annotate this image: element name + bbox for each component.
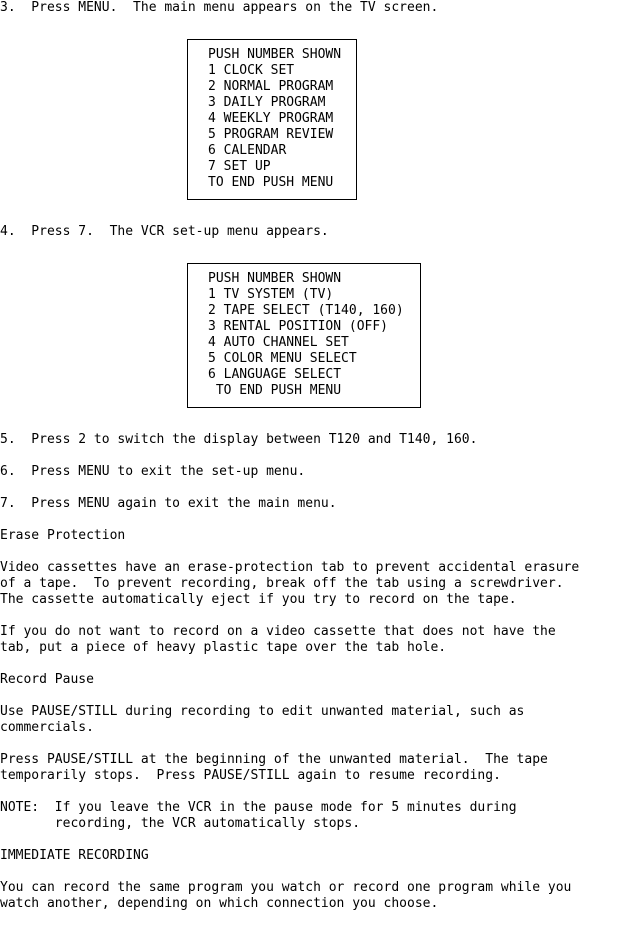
step-7: 7. Press MENU again to exit the main menu. <box>0 496 337 511</box>
setup-menu-line: 3 RENTAL POSITION (OFF) <box>208 319 389 334</box>
step-4: 4. Press 7. The VCR set-up menu appears. <box>0 224 329 239</box>
step-3: 3. Press MENU. The main menu appears on the TV screen. <box>0 0 439 15</box>
erase-paragraph-1-line: of a tape. To prevent recording, break off the tab using a screwdriver. <box>0 576 564 591</box>
main-menu-line: 7 SET UP <box>208 159 271 174</box>
setup-menu-line: PUSH NUMBER SHOWN <box>208 271 342 286</box>
setup-menu-line: 4 AUTO CHANNEL SET <box>208 335 349 350</box>
step-5: 5. Press 2 to switch the display between T120 and T140, 160. <box>0 432 478 447</box>
record-pause-heading: Record Pause <box>0 672 94 687</box>
step-6: 6. Press MENU to exit the set-up menu. <box>0 464 306 479</box>
immediate-paragraph-line: You can record the same program you watch or record one program while you <box>0 880 572 895</box>
erase-protection-heading: Erase Protection <box>0 528 126 543</box>
setup-menu-box <box>187 263 421 408</box>
main-menu-line: 2 NORMAL PROGRAM <box>208 79 334 94</box>
note-line: NOTE: If you leave the VCR in the pause mode for 5 minutes during <box>0 800 517 815</box>
pause-paragraph-2-line: temporarily stops. Press PAUSE/STILL again to resume recording. <box>0 768 501 783</box>
main-menu-line: TO END PUSH MENU <box>208 175 334 190</box>
pause-paragraph-2-line: Press PAUSE/STILL at the beginning of the unwanted material. The tape <box>0 752 548 767</box>
immediate-paragraph-line: watch another, depending on which connection you choose. <box>0 896 439 911</box>
erase-paragraph-2-line: tab, put a piece of heavy plastic tape over the tab hole. <box>0 640 447 655</box>
main-menu-line: 5 PROGRAM REVIEW <box>208 127 334 142</box>
main-menu-line: 4 WEEKLY PROGRAM <box>208 111 334 126</box>
setup-menu-line: 1 TV SYSTEM (TV) <box>208 287 334 302</box>
main-menu-line: PUSH NUMBER SHOWN <box>208 47 342 62</box>
erase-paragraph-2-line: If you do not want to record on a video cassette that does not have the <box>0 624 556 639</box>
pause-paragraph-1-line: Use PAUSE/STILL during recording to edit unwanted material, such as <box>0 704 525 719</box>
setup-menu-line: TO END PUSH MENU <box>208 383 342 398</box>
main-menu-box <box>187 39 357 200</box>
erase-paragraph-1-line: The cassette automatically eject if you try to record on the tape. <box>0 592 517 607</box>
note-line: recording, the VCR automatically stops. <box>0 816 361 831</box>
setup-menu-line: 6 LANGUAGE SELECT <box>208 367 342 382</box>
main-menu-line: 3 DAILY PROGRAM <box>208 95 326 110</box>
main-menu-line: 1 CLOCK SET <box>208 63 295 78</box>
immediate-recording-heading: IMMEDIATE RECORDING <box>0 848 149 863</box>
setup-menu-line: 2 TAPE SELECT (T140, 160) <box>208 303 404 318</box>
main-menu-line: 6 CALENDAR <box>208 143 287 158</box>
erase-paragraph-1-line: Video cassettes have an erase-protection tab to prevent accidental erasure <box>0 560 580 575</box>
setup-menu-line: 5 COLOR MENU SELECT <box>208 351 357 366</box>
pause-paragraph-1-line: commercials. <box>0 720 94 735</box>
